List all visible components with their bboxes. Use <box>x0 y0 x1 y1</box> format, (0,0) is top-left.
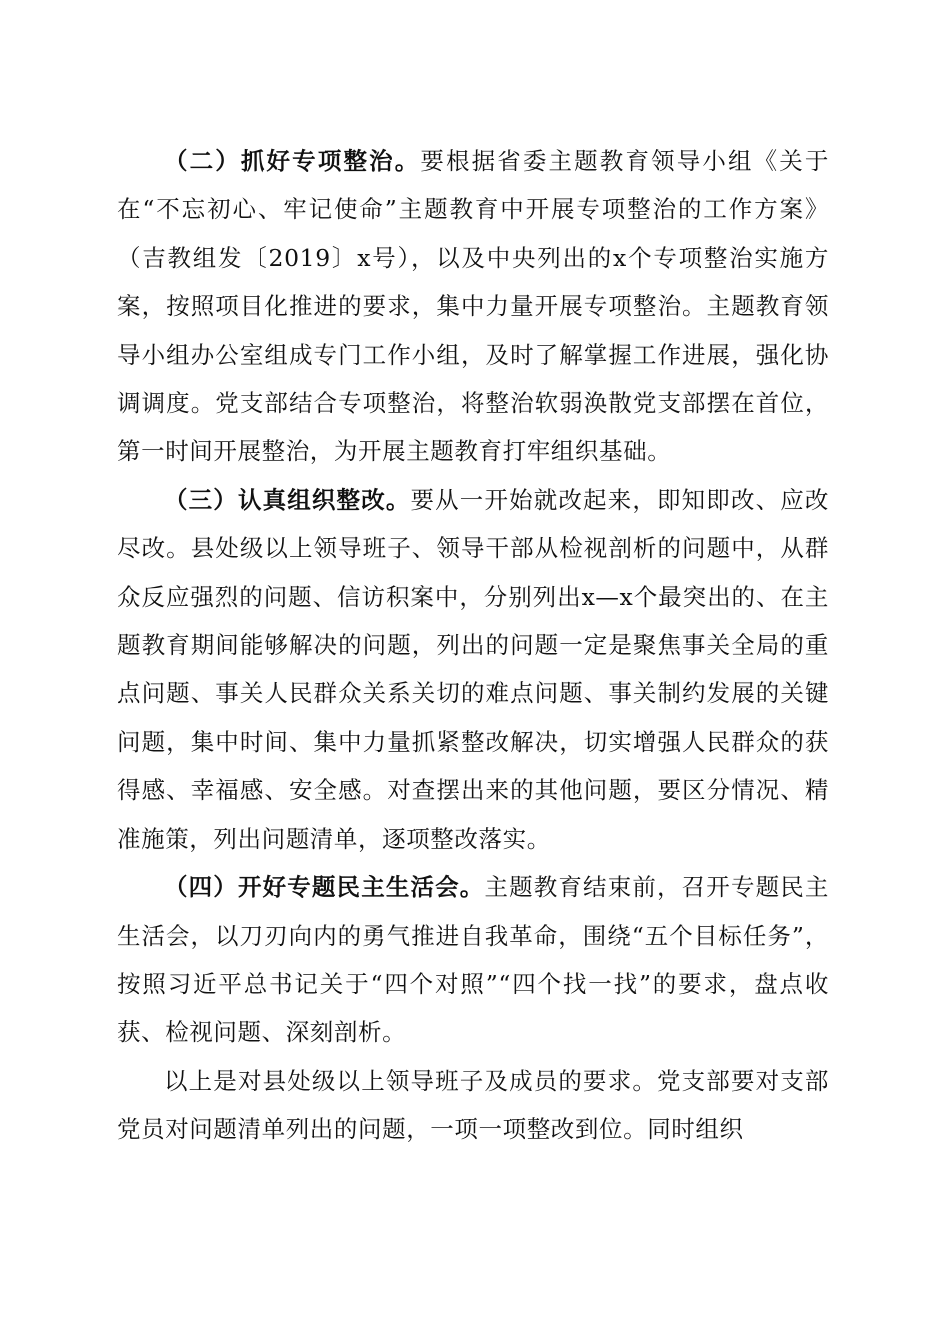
paragraph-heading: （三）认真组织整改。 <box>164 485 411 514</box>
paragraph-text: 要从一开始就改起来，即知即改、应改尽改。县处级以上领导班子、领导干部从检视剖析的问题中，从群众反应强烈的问题、信访积案中，分别列出x—x个最突出的、在主题教育期间能够解决的问题，列出的问题一定是聚焦事关全局的重点问题、事关人民群众关系关切的难点问题、事关制约发展的关键问题，集中时间、集中力量抓紧整改解决，切实增强人民群众的获得感、幸福感、安全感。对查摆出来的其他问题，要区分情况、精准施策，列出问题清单，逐项整改落实。 <box>117 485 829 853</box>
paragraph-summary <box>117 1057 829 1154</box>
paragraph-text: 以上是对县处级以上领导班子及成员的要求。党支部要对支部党员对问题清单列出的问题，一项一项整改到位。同时组织 <box>117 1066 829 1144</box>
paragraph-text: 主题教育结束前，召开专题民主生活会，以刀刃向内的勇气推进自我革命，围绕“五个目标任务”，按照习近平总书记关于“四个对照”“四个找一找”的要求，盘点收获、检视问题、深刻剖析。 <box>117 873 829 1047</box>
paragraph-heading: （二）抓好专项整治。 <box>164 147 421 175</box>
document-body <box>117 137 829 1154</box>
paragraph-organize-rectification <box>117 476 829 863</box>
paragraph-democratic-life-meeting <box>117 863 829 1057</box>
paragraph-text: 要根据省委主题教育领导小组《关于在“不忘初心、牢记使命”主题教育中开展专项整治的工作方案》（吉教组发〔2019〕x号），以及中央列出的x个专项整治实施方案，按照项目化推进的要求，集中力量开展专项整治。主题教育领导小组办公室组成专门工作小组，及时了解掌握工作进展，强化协调调度。党支部结合专项整治，将整治软弱涣散党支部摆在首位，第一时间开展整治，为开展主题教育打牢组织基础。 <box>117 147 829 466</box>
paragraph-heading: （四）开好专题民主生活会。 <box>164 873 485 902</box>
paragraph-special-rectification <box>117 137 829 476</box>
